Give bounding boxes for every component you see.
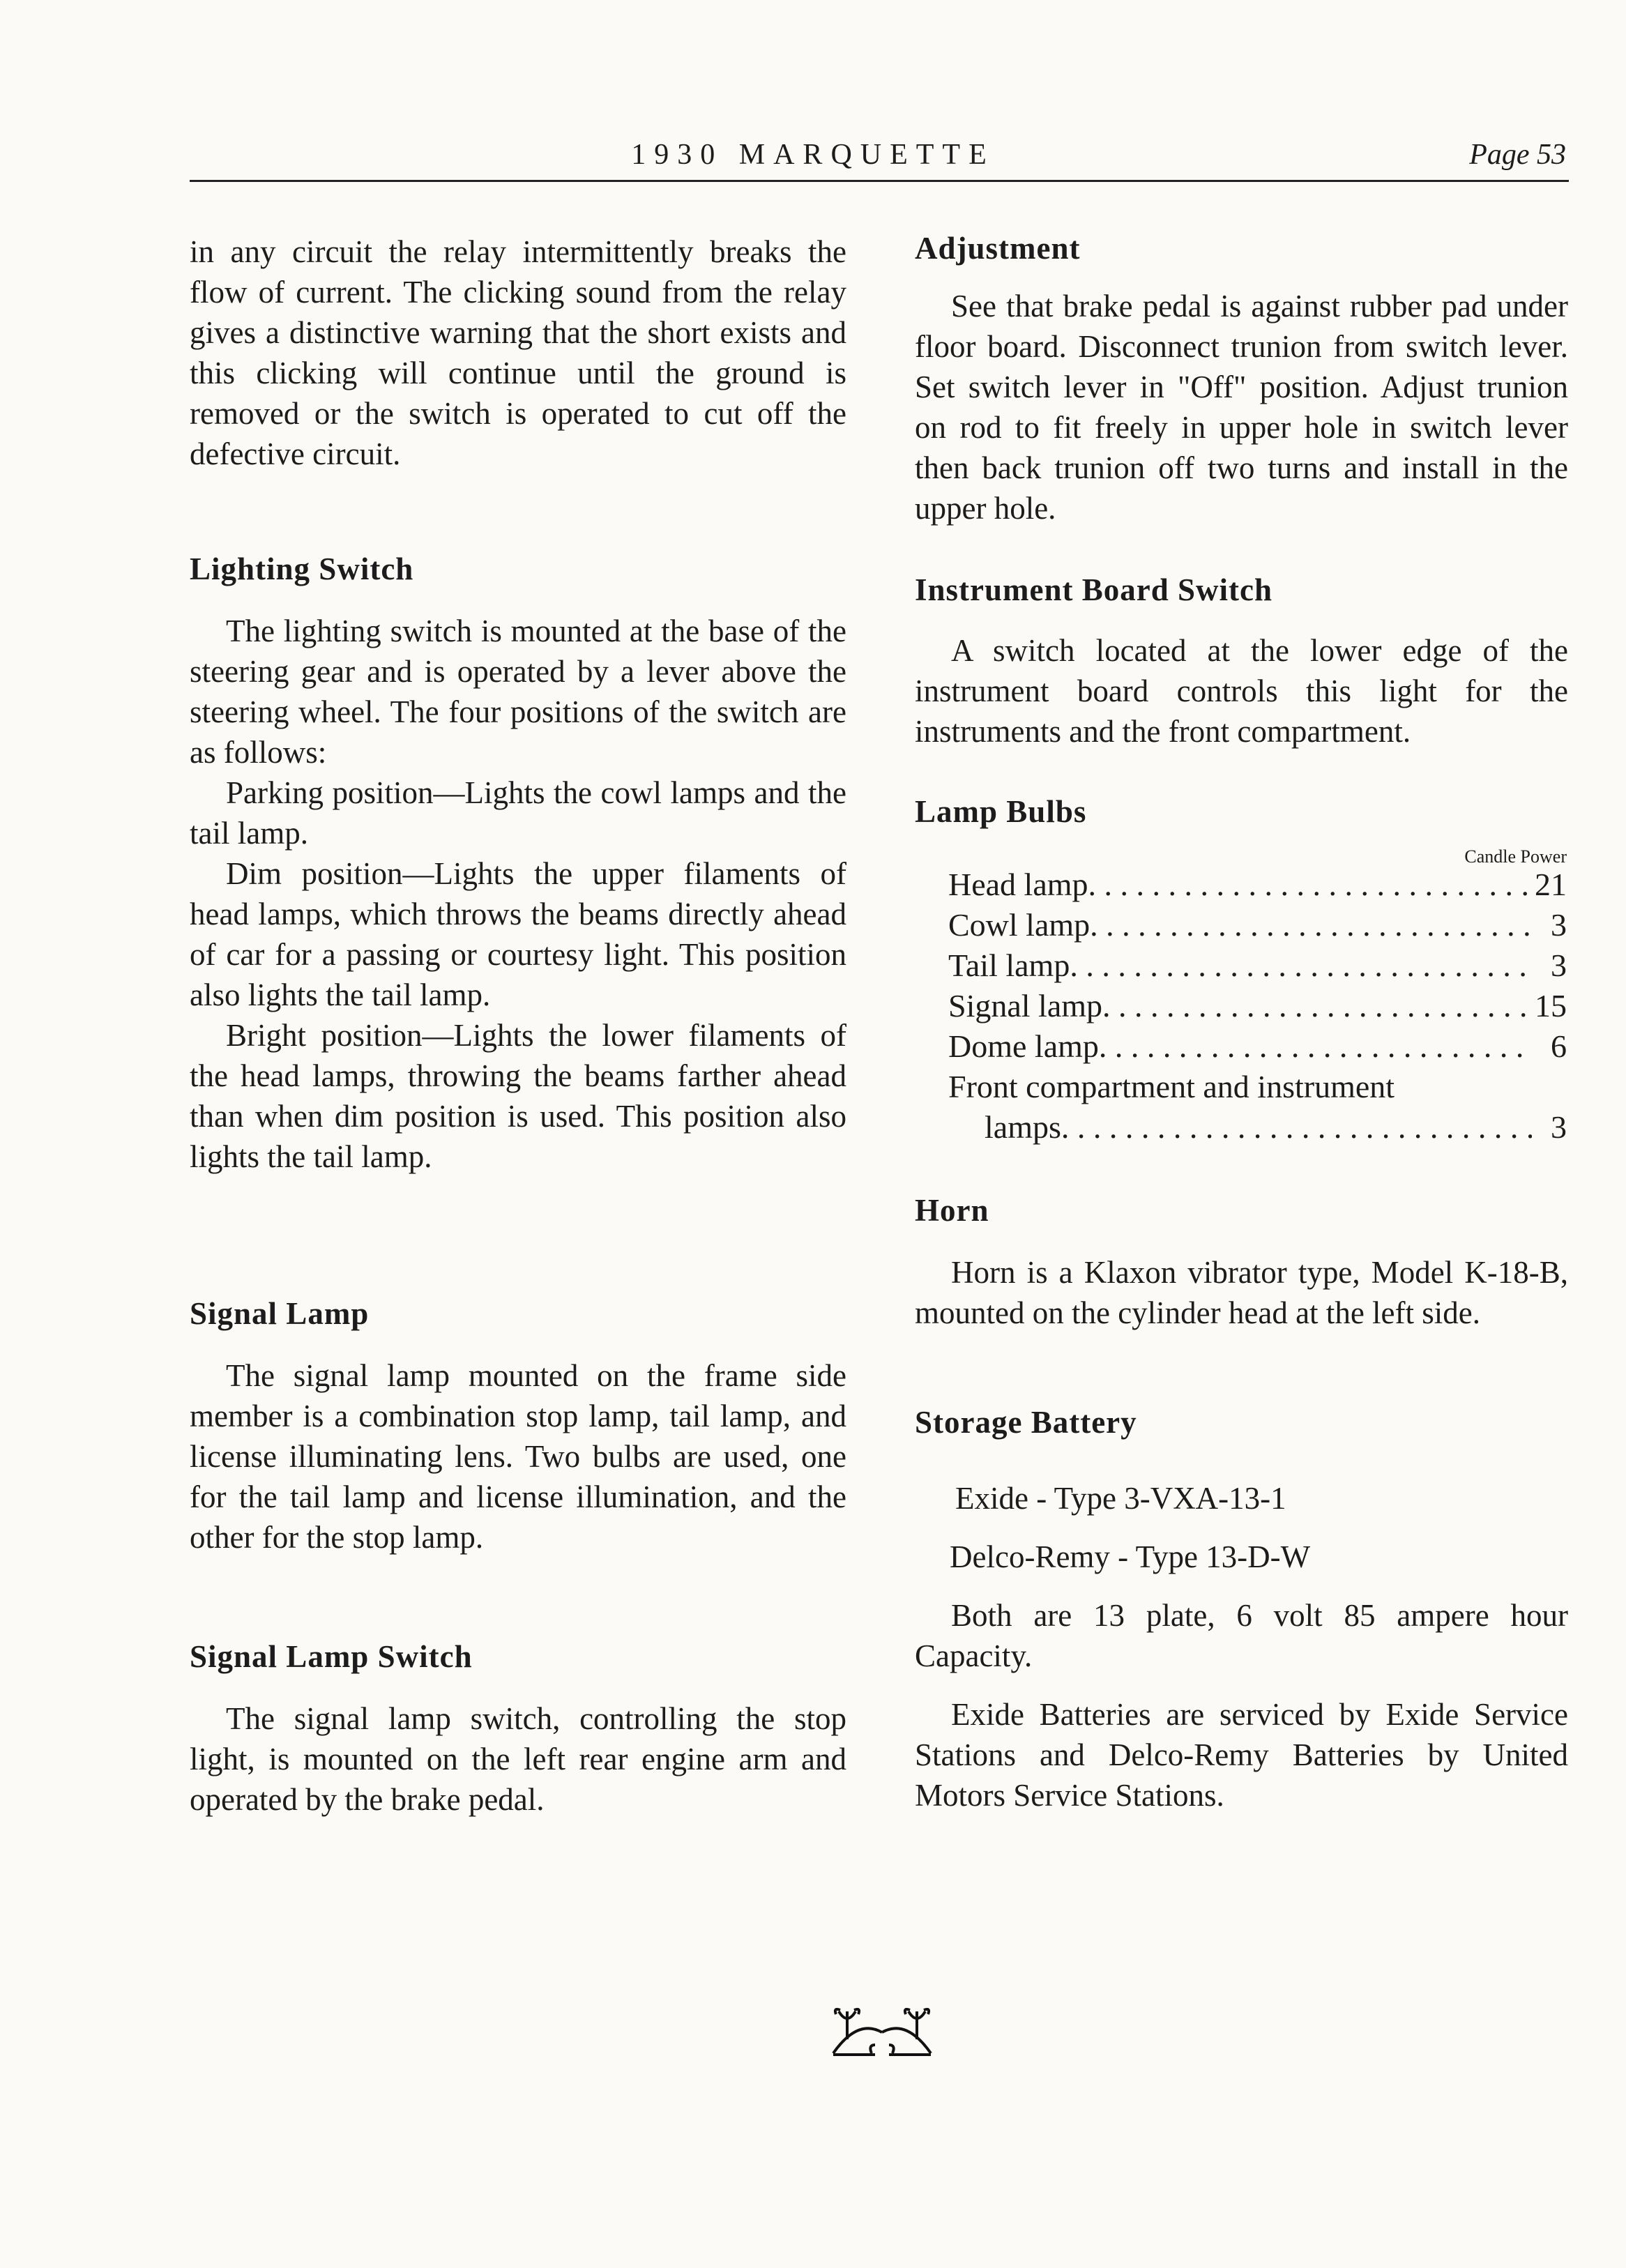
table-row — [948, 986, 1567, 1026]
candle-power-value: 6 — [1551, 1028, 1567, 1064]
heading-adjustment: Adjustment — [915, 231, 1081, 266]
signal-lamp-section — [190, 1355, 846, 1558]
candle-power-value: 3 — [1551, 907, 1567, 943]
heading-signal-lamp: Signal Lamp — [190, 1296, 370, 1331]
paragraph: Exide Batteries are serviced by Exide Service Stations and Delco-Remy Batteries by United Motors Service Stations. — [915, 1697, 1568, 1813]
battery-service — [915, 1694, 1568, 1816]
adjustment-section — [915, 286, 1568, 528]
intro-paragraph — [190, 231, 846, 474]
paragraph: Parking position—Lights the cowl lamps and the tail lamp. — [190, 775, 846, 851]
paragraph: Bright position—Lights the lower filaments of the head lamps, throwing the beams farther ahead than when dim position is used. This position also lights the tail lamp. — [190, 1018, 846, 1174]
horn-section — [915, 1252, 1568, 1333]
lamp-label: Cowl lamp — [948, 907, 1091, 943]
table-row — [948, 945, 1567, 986]
candle-power-value: 21 — [1535, 867, 1567, 902]
instrument-board-switch-section — [915, 630, 1568, 752]
battery-capacity — [915, 1595, 1568, 1676]
leader-dots — [1099, 1026, 1532, 1067]
leader-dots — [1061, 1107, 1532, 1148]
candle-power-header: Candle Power — [1464, 846, 1567, 867]
battery-type: Exide - Type 3-VXA-13-1 — [955, 1481, 1286, 1516]
heading-lighting-switch: Lighting Switch — [190, 551, 414, 586]
candle-power-value: 3 — [1551, 1109, 1567, 1145]
paragraph: Both are 13 plate, 6 volt 85 ampere hour Capacity. — [915, 1598, 1568, 1673]
battery-type: Delco-Remy - Type 13-D-W — [950, 1539, 1311, 1574]
heading-storage-battery: Storage Battery — [915, 1405, 1137, 1440]
paragraph: The signal lamp mounted on the frame side member is a combination stop lamp, tail lamp, and license illuminating lens. Two bulbs are used, one for the tail lamp and license illumination, and the other for the stop lamp. — [190, 1358, 846, 1555]
leader-dots — [1088, 865, 1532, 905]
leader-dots — [1090, 905, 1532, 945]
heading-horn: Horn — [915, 1193, 989, 1228]
table-row — [948, 905, 1567, 945]
battery-type-exide — [915, 1478, 1568, 1519]
lamp-label: Tail lamp — [948, 947, 1070, 983]
table-row — [948, 1107, 1567, 1148]
lamp-label: Head lamp — [948, 867, 1088, 902]
candle-power-value: 3 — [1551, 947, 1567, 983]
lamp-label: Dome lamp — [948, 1028, 1099, 1064]
lamp-label: Front compartment and instrument — [948, 1069, 1395, 1104]
lamp-label: lamps — [985, 1109, 1061, 1145]
lamp-bulbs-table — [948, 865, 1567, 1148]
heading-signal-lamp-switch: Signal Lamp Switch — [190, 1639, 473, 1674]
running-header-title: 1930 MARQUETTE — [631, 139, 995, 171]
lamp-label: Signal lamp — [948, 988, 1103, 1023]
heading-instrument-board-switch: Instrument Board Switch — [915, 572, 1273, 607]
leader-dots — [1070, 945, 1532, 986]
page-number: Page 53 — [1469, 139, 1566, 171]
paragraph: Horn is a Klaxon vibrator type, Model K-18-B, mounted on the cylinder head at the left side. — [915, 1255, 1568, 1330]
paragraph: See that brake pedal is against rubber pad under floor board. Disconnect trunion from switch lever. Set switch lever in "Off" position. Adjust trunion on rod to fit freely in upper hole in switch lever then back trunion off two turns and install in the upper hole. — [915, 289, 1568, 526]
lighting-switch-section — [190, 611, 846, 1177]
signal-lamp-switch-section — [190, 1698, 846, 1820]
paragraph: Dim position—Lights the upper filaments of head lamps, which throws the beams directly ahead of car for a passing or courtesy light. This position also lights the tail lamp. — [190, 856, 846, 1012]
table-row — [948, 1067, 1567, 1107]
heading-lamp-bulbs: Lamp Bulbs — [915, 794, 1087, 829]
candle-power-value: 15 — [1535, 988, 1567, 1023]
table-row — [948, 1026, 1567, 1067]
leader-dots — [1102, 986, 1532, 1026]
paragraph: The signal lamp switch, controlling the stop light, is mounted on the left rear engine arm and operated by the brake pedal. — [190, 1701, 846, 1817]
battery-type-delco — [915, 1537, 1568, 1577]
table-row — [948, 865, 1567, 905]
paragraph: A switch located at the lower edge of the instrument board controls this light for the instruments and the front compartment. — [915, 633, 1568, 749]
floral-ornament-icon — [826, 2004, 938, 2060]
paragraph-text: in any circuit the relay intermittently breaks the flow of current. The clicking sound from the relay gives a distinctive warning that the short exists and this clicking will continue until the ground is removed or the switch is operated to cut off the defective circuit. — [190, 234, 846, 471]
paragraph: The lighting switch is mounted at the base of the steering gear and is operated by a lever above the steering wheel. The four positions of the switch are as follows: — [190, 614, 846, 770]
header-rule — [190, 180, 1569, 182]
